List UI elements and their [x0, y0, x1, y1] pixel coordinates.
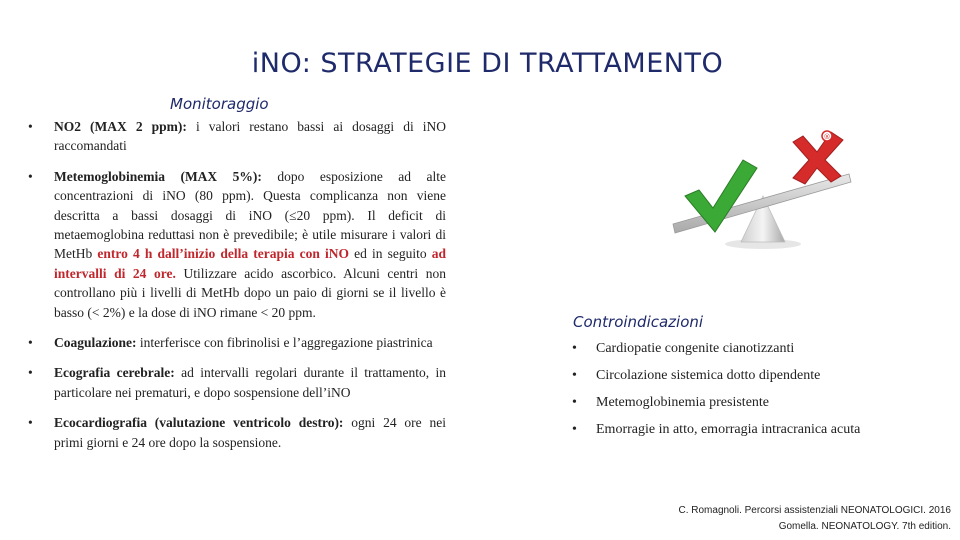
highlight-text: entro 4 h dall’inizio della terapia con iNO — [97, 246, 349, 262]
reference-line: C. Romagnoli. Percorsi assistenziali NEONATOLOGICI. 2016 — [678, 505, 951, 516]
item-text: dopo esposizione ad alte concentrazioni di iNO (80 ppm). Questa complicanza non viene descritta a bassi dosaggi di iNO (≤20 ppm). Il deficit di metaemoglobina reduttasi non è prevedibile; è utile misurare i valori di MetHb — [54, 168, 447, 262]
list-item — [28, 413, 446, 452]
item-text: Cardiopatie congenite cianotizzanti — [596, 341, 795, 356]
item-text: i valori restano bassi ai dosaggi di iNO raccomandati — [54, 119, 446, 154]
list-item — [572, 340, 932, 358]
item-text: Emorragie in atto, emorragia intracranica acuta — [596, 422, 861, 437]
monitoring-heading: Monitoraggio — [170, 95, 269, 113]
contraindications-list — [572, 340, 932, 448]
item-bold-label: Ecocardiografia (valutazione ventricolo destro): — [54, 415, 344, 431]
item-text: Metemoglobinemia presistente — [596, 395, 770, 410]
list-item — [572, 394, 932, 412]
list-item — [28, 333, 446, 352]
highlight-text: ad intervalli di 24 ore. — [54, 246, 447, 281]
bullet: • — [28, 365, 33, 381]
references — [678, 503, 951, 535]
balance-check-cross-icon — [665, 120, 855, 250]
item-text: ed in seguito — [349, 246, 432, 262]
slide-title: iNO: STRATEGIE DI TRATTAMENTO — [251, 48, 724, 79]
item-text: ad intervalli regolari durante il trattamento, in particolare nei prematuri, e dopo sospensione dell’iNO — [54, 365, 446, 400]
item-text: interferisce con fibrinolisi e l’aggregazione piastrinica — [136, 335, 433, 351]
item-bold-label: Coagulazione: — [54, 335, 137, 351]
item-bold-label: Ecografia cerebrale: — [54, 365, 175, 381]
list-item — [572, 367, 932, 385]
item-text: Utilizzare acido ascorbico. Alcuni centri non controllano più i livelli di MetHb dopo un paio di giorni se il livello è basso (< 2%) e la dose di iNO rimane < 20 ppm. — [54, 265, 446, 320]
list-item — [28, 363, 446, 402]
svg-text:®: ® — [823, 133, 831, 141]
monitoring-list — [28, 117, 446, 463]
bullet: • — [28, 335, 33, 351]
contraindications-heading: Controindicazioni — [573, 313, 704, 331]
item-bold-label: Metemoglobinemia (MAX 5%): — [54, 168, 262, 184]
list-item — [28, 167, 446, 322]
item-bold-label: NO2 (MAX 2 ppm): — [54, 119, 187, 134]
bullet: • — [572, 368, 577, 383]
list-item — [28, 117, 446, 156]
item-text: ogni 24 ore nei primi giorni e 24 ore dopo la sospensione. — [54, 415, 446, 450]
bullet: • — [28, 168, 33, 184]
bullet: • — [572, 341, 577, 356]
bullet: • — [28, 119, 33, 134]
reference-line: Gomella. NEONATOLOGY. 7th edition. — [778, 521, 951, 532]
bullet: • — [28, 415, 33, 431]
bullet: • — [572, 422, 577, 437]
list-item — [572, 421, 932, 439]
bullet: • — [572, 395, 577, 410]
item-text: Circolazione sistemica dotto dipendente — [596, 368, 821, 383]
